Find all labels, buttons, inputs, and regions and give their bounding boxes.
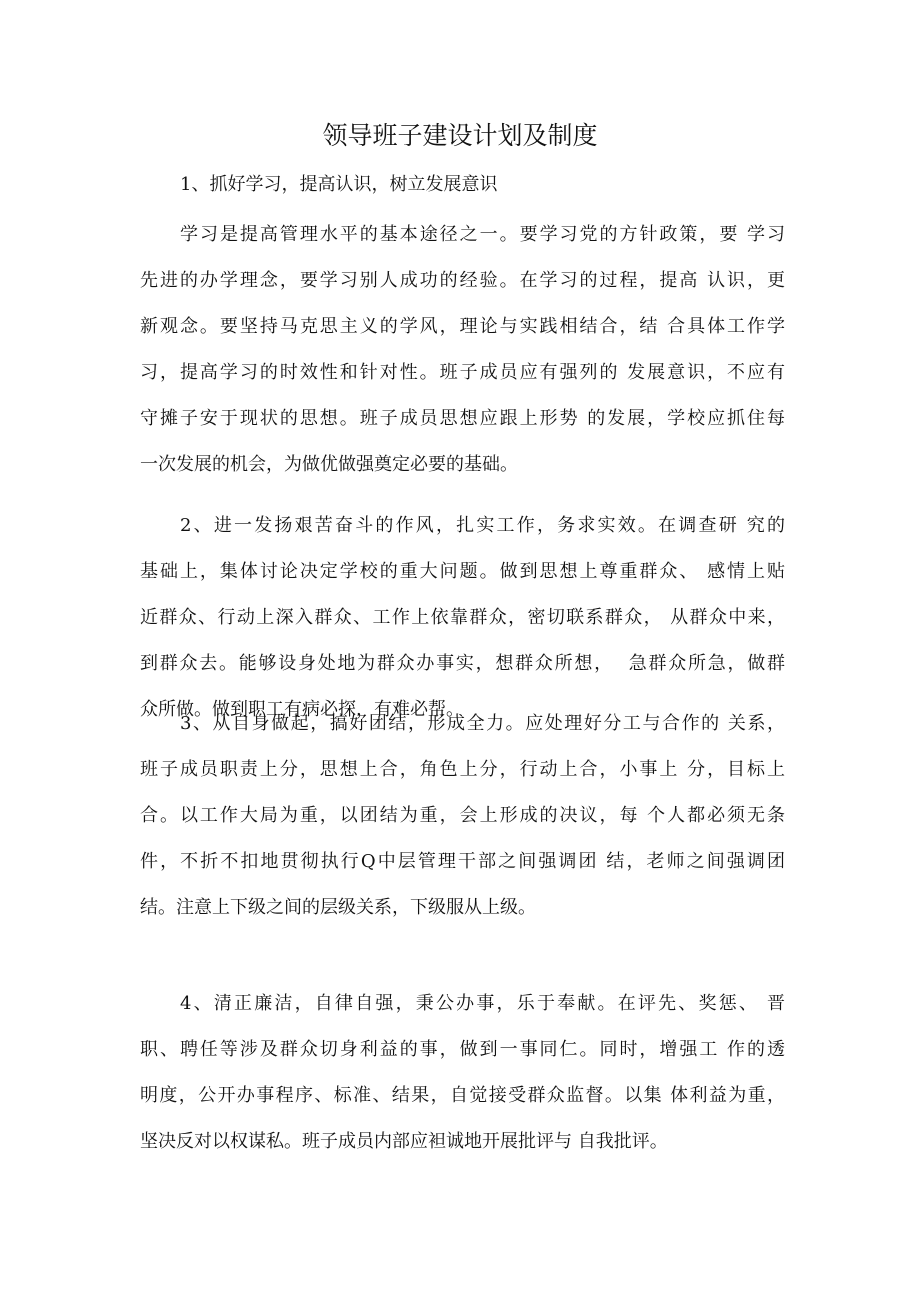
paragraph-line: 2、进一发扬艰苦奋斗的作风，扎实工作，务求实效。在调查研 究的 bbox=[180, 515, 785, 536]
paragraph-line: 班子成员职责上分，思想上合，角色上分，行动上合，小事上 分，目标上 bbox=[140, 759, 785, 780]
paragraph-line: 学习是提高管理水平的基本途径之一。要学习党的方针政策，要 学习 bbox=[180, 224, 785, 245]
paragraph-line: 习，提高学习的时效性和针对性。班子成员应有强列的 发展意识，不应有 bbox=[140, 362, 785, 383]
section-heading-1: 1、抓好学习，提高认识，树立发展意识 bbox=[180, 174, 498, 195]
paragraph-line: 件，不折不扣地贯彻执行Q中层管理干部之间强调团 结，老师之间强调团 bbox=[140, 851, 785, 872]
paragraph-line: 众所做。做到职工有病必探，有难必帮。 bbox=[140, 699, 464, 720]
paragraph-line: 4、清正廉洁，自律自强，秉公办事，乐于奉献。在评先、奖惩、 晋 bbox=[180, 993, 785, 1014]
paragraph-line: 坚决反对以权谋私。班子成员内部应袒诚地开展批评与 自我批评。 bbox=[140, 1131, 668, 1152]
paragraph-line: 结。注意上下级之间的层级关系，下级服从上级。 bbox=[140, 897, 536, 918]
paragraph-line: 职、聘任等涉及群众切身利益的事，做到一事同仁。同时，增强工 作的透 bbox=[140, 1039, 785, 1060]
paragraph-4 bbox=[140, 981, 785, 1165]
paragraph-line: 近群众、行动上深入群众、工作上依靠群众，密切联系群众， 从群众中来， bbox=[140, 607, 785, 628]
paragraph-line: 3、从自身做起，搞好团结，形成全力。应处理好分工与合作的 关系， bbox=[180, 713, 785, 734]
paragraph-2 bbox=[140, 503, 785, 733]
paragraph-line: 先进的办学理念，要学习别人成功的经验。在学习的过程，提高 认识，更 bbox=[140, 270, 785, 291]
paragraph-line: 到群众去。能够设身处地为群众办事实，想群众所想， 急群众所急，做群 bbox=[140, 653, 785, 674]
paragraph-line: 基础上，集体讨论决定学校的重大问题。做到思想上尊重群众、 感情上贴 bbox=[140, 561, 785, 582]
paragraph-line: 明度，公开办事程序、标准、结果，自觉接受群众监督。以集 体利益为重， bbox=[140, 1085, 785, 1106]
paragraph-3 bbox=[140, 701, 785, 931]
paragraph-1 bbox=[140, 212, 785, 488]
paragraph-line: 合。以工作大局为重，以团结为重，会上形成的决议，每 个人都必须无条 bbox=[140, 805, 785, 826]
paragraph-line: 新观念。要坚持马克思主义的学风，理论与实践相结合，结 合具体工作学 bbox=[140, 316, 785, 337]
paragraph-line: 守摊子安于现状的思想。班子成员思想应跟上形势 的发展，学校应抓住每 bbox=[140, 408, 785, 429]
document-title: 领导班子建设计划及制度 bbox=[322, 121, 598, 150]
paragraph-line: 一次发展的机会，为做优做强奠定必要的基础。 bbox=[140, 454, 518, 475]
